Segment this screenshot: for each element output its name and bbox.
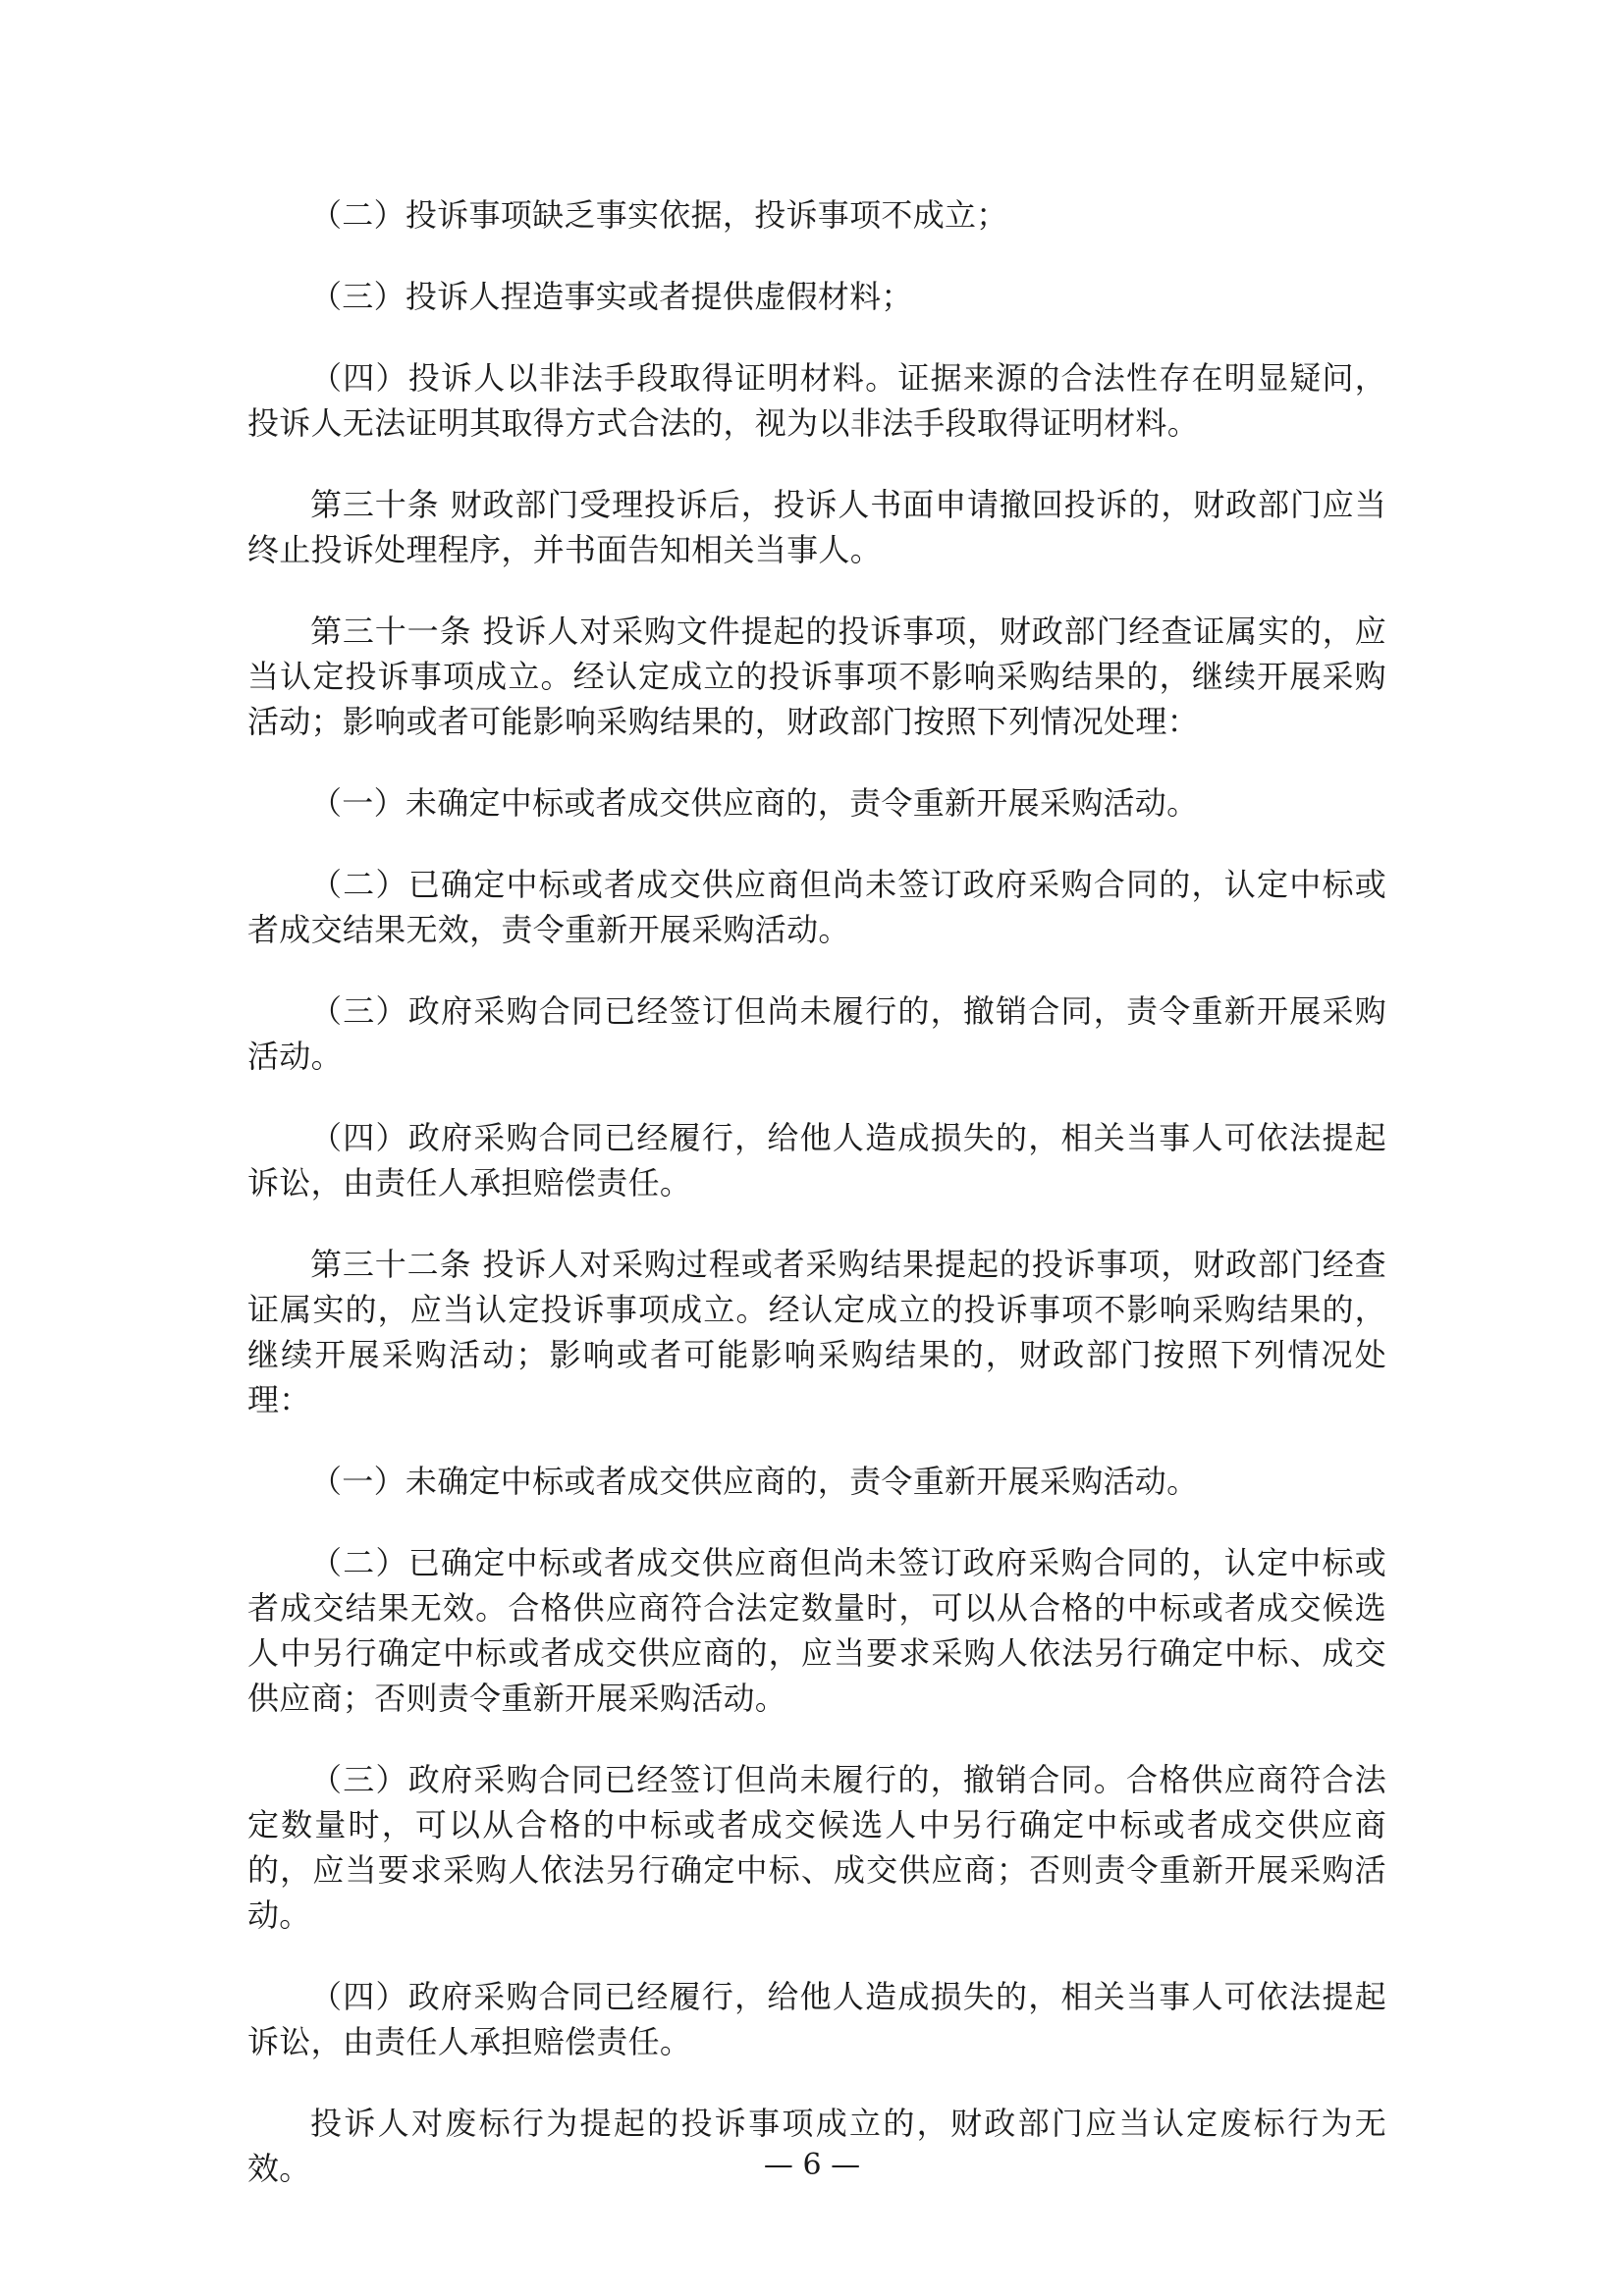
- article-31-item-3: （三）政府采购合同已经签订但尚未履行的，撤销合同，责令重新开展采购活动。: [247, 992, 1386, 1075]
- article-32-item-2: （二）已确定中标或者成交供应商但尚未签订政府采购合同的，认定中标或者成交结果无效。合格供应商符合法定数量时，可以从合格的中标或者成交候选人中另行确定中标或者成交供应商的，应当要求采购人依法另行确定中标、成交供应商；否则责令重新开展采购活动。: [247, 1544, 1386, 1717]
- article-32: 第三十二条 投诉人对采购过程或者采购结果提起的投诉事项，财政部门经查证属实的，应当认定投诉事项成立。经认定成立的投诉事项不影响采购结果的，继续开展采购活动；影响或者可能影响采购结果的，财政部门按照下列情况处理：: [247, 1246, 1386, 1418]
- article-32-item-3: （三）政府采购合同已经签订但尚未履行的，撤销合同。合格供应商符合法定数量时，可以从合格的中标或者成交候选人中另行确定中标或者成交供应商的，应当要求采购人依法另行确定中标、成交供应商；否则责令重新开展采购活动。: [247, 1761, 1386, 1934]
- paragraph-item-4: （四）投诉人以非法手段取得证明材料。证据来源的合法性存在明显疑问，投诉人无法证明其取得方式合法的，视为以非法手段取得证明材料。: [247, 359, 1386, 442]
- paragraph-item-2: （二）投诉事项缺乏事实依据，投诉事项不成立；: [310, 196, 1008, 234]
- article-31-item-2: （二）已确定中标或者成交供应商但尚未签订政府采购合同的，认定中标或者成交结果无效，责令重新开展采购活动。: [247, 866, 1386, 948]
- article-30: 第三十条 财政部门受理投诉后，投诉人书面申请撤回投诉的，财政部门应当终止投诉处理程序，并书面告知相关当事人。: [247, 486, 1386, 568]
- article-31: 第三十一条 投诉人对采购文件提起的投诉事项，财政部门经查证属实的，应当认定投诉事项成立。经认定成立的投诉事项不影响采购结果的，继续开展采购活动；影响或者可能影响采购结果的，财政部门按照下列情况处理：: [247, 613, 1386, 740]
- paragraph-item-3: （三）投诉人捏造事实或者提供虚假材料；: [310, 278, 913, 315]
- article-32-item-1: （一）未确定中标或者成交供应商的，责令重新开展采购活动。: [310, 1463, 1199, 1500]
- article-31-item-1: （一）未确定中标或者成交供应商的，责令重新开展采购活动。: [310, 784, 1199, 822]
- document-body: [247, 192, 1386, 2227]
- page-number: — 6 —: [763, 2148, 861, 2182]
- article-31-item-4: （四）政府采购合同已经履行，给他人造成损失的，相关当事人可依法提起诉讼，由责任人承担赔偿责任。: [247, 1119, 1386, 1201]
- article-32-item-4: （四）政府采购合同已经履行，给他人造成损失的，相关当事人可依法提起诉讼，由责任人承担赔偿责任。: [247, 1978, 1386, 2060]
- closing-paragraph: 投诉人对废标行为提起的投诉事项成立的，财政部门应当认定废标行为无效。: [247, 2105, 1386, 2187]
